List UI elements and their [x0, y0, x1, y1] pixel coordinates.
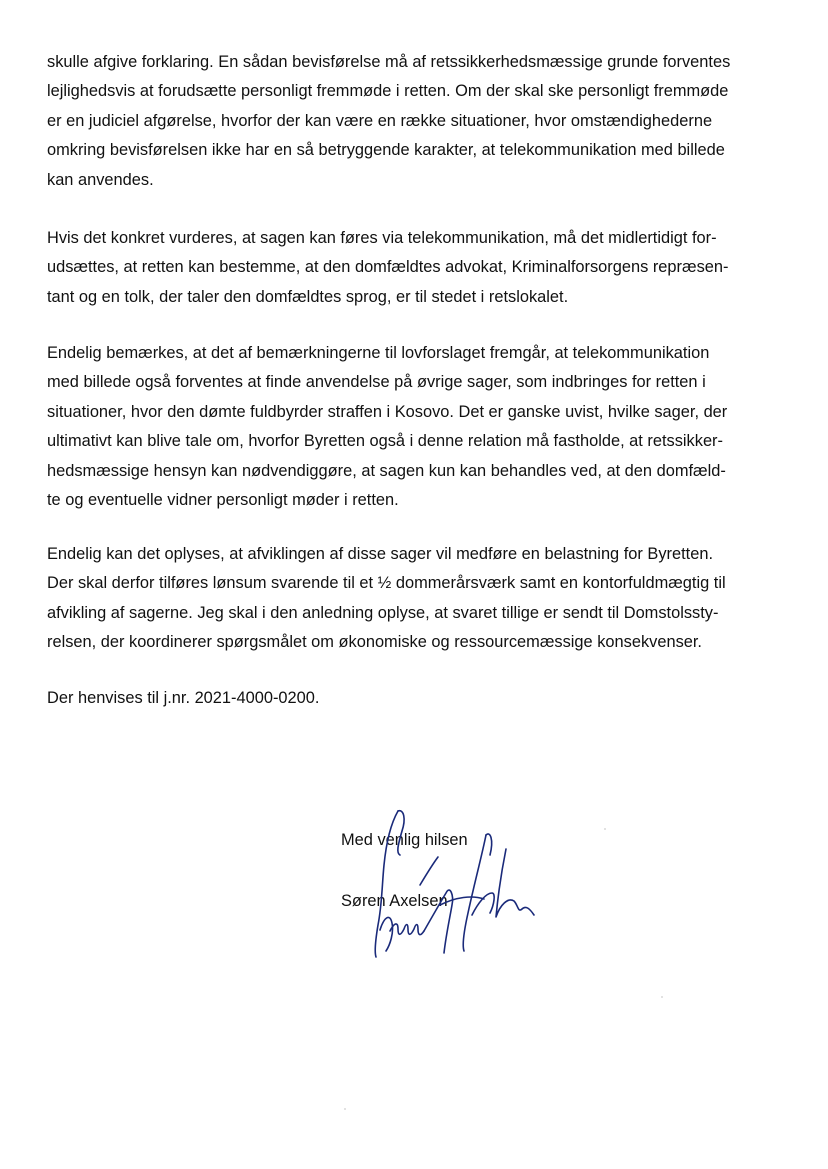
text-line: Endelig kan det oplyses, at afviklingen af disse sager vil medføre en belastning for Byretten. [47, 545, 714, 563]
closing-salutation: Med venlig hilsen [341, 831, 468, 849]
text-line: udsættes, at retten kan bestemme, at den domfældtes advokat, Kriminalforsorgens repræsen- [47, 258, 729, 277]
signature-stroke [380, 917, 393, 951]
text-line: lejlighedsvis at forudsætte personligt fremmøde i retten. Om der skal ske personligt fremmøde [47, 82, 729, 101]
paragraph-evidence [47, 48, 747, 195]
text-line: Endelig bemærkes, at det af bemærkningerne til lovforslaget fremgår, at telekommunikation [47, 344, 710, 362]
scan-speck [661, 996, 663, 998]
signature-stroke [486, 834, 492, 855]
signature-stroke [463, 835, 486, 951]
scan-speck [604, 828, 606, 830]
text-line: situationer, hvor den dømte fuldbyrder straffen i Kosovo. Det er ganske uvist, hvilke sager, der [47, 402, 728, 421]
signature-stroke [496, 849, 534, 917]
paragraph-reference [47, 684, 747, 713]
paragraph-resources [47, 540, 747, 658]
text-line: relsen, der koordinerer spørgsmålet om økonomiske og ressourcemæssige konsekvenser. [47, 633, 702, 652]
paragraph-other-cases [47, 339, 747, 515]
text-line: tant og en tolk, der taler den domfældtes sprog, er til stedet i retslokalet. [47, 287, 569, 306]
paragraph-telecommunication [47, 224, 747, 312]
text-line: er en judiciel afgørelse, hvorfor der kan være en række situationer, hvor omstændighederne [47, 111, 713, 130]
text-line: skulle afgive forklaring. En sådan bevisførelse må af retssikkerhedsmæssige grunde forventes [47, 53, 731, 71]
signature-stroke [424, 890, 453, 953]
signature-stroke [375, 811, 398, 957]
text-line: ultimativt kan blive tale om, hvorfor Byretten også i denne relation må fastholde, at retssikker- [47, 432, 723, 451]
text-line: omkring bevisførelsen ikke har en så betryggende karakter, at telekommunikation med billede [47, 141, 725, 160]
scan-speck [344, 1108, 346, 1110]
text-line: afvikling af sagerne. Jeg skal i den anledning oplyse, at svaret tillige er sendt til Domstolssty- [47, 603, 719, 622]
text-line: Hvis det konkret vurderes, at sagen kan føres via telekommunikation, må det midlertidigt for- [47, 229, 717, 247]
signature-stroke [440, 897, 484, 905]
text-line: Der skal derfor tilføres lønsum svarende til et ½ dommerårsværk samt en kontorfuldmægtig til [47, 574, 726, 593]
text-line: kan anvendes. [47, 170, 154, 189]
handwritten-signature [360, 805, 540, 965]
signature-stroke [398, 811, 404, 855]
text-line: te og eventuelle vidner personligt møder i retten. [47, 491, 399, 510]
text-line: hedsmæssige hensyn kan nødvendiggøre, at sagen kun kan behandles ved, at den domfæld- [47, 461, 726, 480]
signer-name: Søren Axelsen [341, 892, 448, 910]
reference-number: Der henvises til j.nr. 2021-4000-0200. [47, 689, 320, 707]
text-line: med billede også forventes at finde anvendelse på øvrige sager, som indbringes for retten i [47, 373, 706, 392]
signature-stroke [390, 924, 424, 935]
signature-stroke [420, 857, 438, 885]
